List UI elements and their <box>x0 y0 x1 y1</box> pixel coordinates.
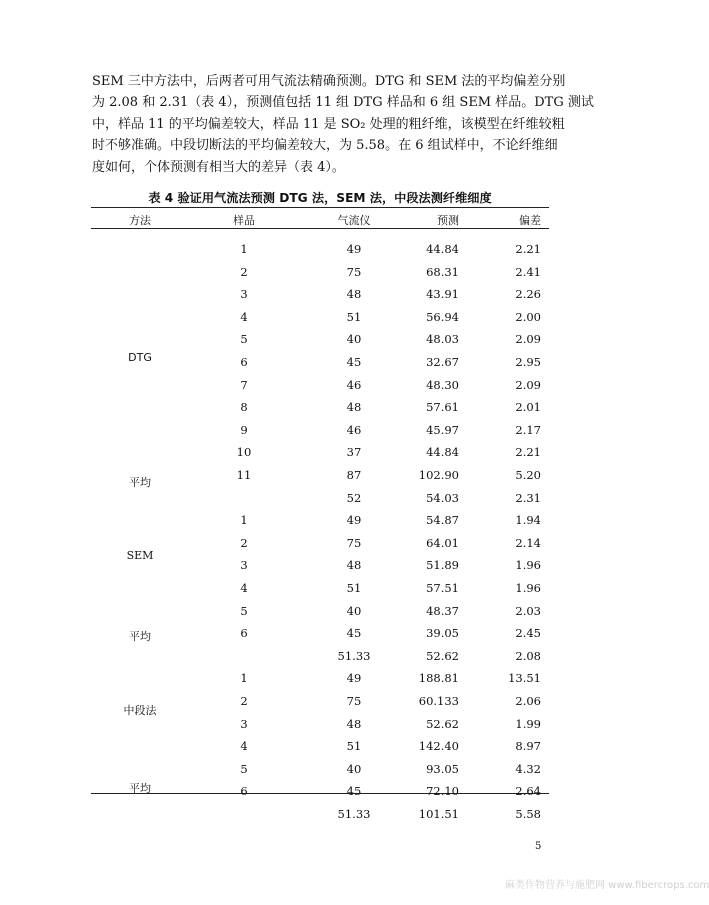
prediction-cell: 52.62 <box>426 716 459 731</box>
prediction-cell: 188.81 <box>418 671 459 686</box>
airflow-cell: 51 <box>346 309 362 324</box>
prediction-cell: 60.133 <box>418 694 459 708</box>
table-row <box>91 423 549 439</box>
table-header-rule <box>91 228 549 229</box>
prediction-cell: 56.94 <box>426 309 459 324</box>
table-row <box>91 491 549 507</box>
prediction-cell: 44.84 <box>426 445 459 460</box>
deviation-cell: 5.58 <box>515 807 541 821</box>
deviation-cell: 2.45 <box>515 626 541 641</box>
sample-cell: 7 <box>240 377 248 392</box>
table-row <box>91 626 549 642</box>
airflow-cell: 45 <box>346 626 362 641</box>
page-number: 5 <box>535 841 542 852</box>
prediction-cell: 45.97 <box>426 422 459 437</box>
table-row <box>91 468 549 484</box>
sample-cell: 8 <box>240 400 248 415</box>
prediction-cell: 32.67 <box>426 355 459 369</box>
deviation-cell: 2.17 <box>515 422 541 437</box>
table-row <box>91 242 549 258</box>
sample-cell: 4 <box>240 309 248 324</box>
header-method: 方法 <box>129 214 151 227</box>
table-row <box>91 400 549 416</box>
sample-cell: 2 <box>240 535 248 550</box>
table-row <box>91 265 549 281</box>
table-row <box>91 513 549 529</box>
prediction-cell: 72.10 <box>426 784 459 799</box>
sample-cell: 9 <box>240 422 248 437</box>
deviation-cell: 2.26 <box>515 287 541 302</box>
prediction-cell: 48.37 <box>426 603 459 618</box>
table-row <box>91 694 549 710</box>
table-row <box>91 445 549 461</box>
sample-cell: 2 <box>240 694 248 708</box>
paragraph-line: 为 2.08 和 2.31（表 4），预测值包括 11 组 DTG 样品和 6 组 SEM 样品。DTG 测试 <box>92 95 594 111</box>
deviation-cell: 2.08 <box>515 648 541 663</box>
site-watermark: 麻类作物营养与施肥网 www.fibercrops.com <box>505 880 709 891</box>
deviation-cell: 2.64 <box>515 784 541 799</box>
airflow-cell: 51 <box>346 739 362 754</box>
prediction-cell: 44.84 <box>426 242 459 256</box>
table-row <box>91 378 549 394</box>
airflow-cell: 48 <box>346 716 362 731</box>
prediction-cell: 39.05 <box>426 626 459 641</box>
table-caption: 表 4 验证用气流法预测 DTG 法，SEM 法，中段法测纤维细度 <box>148 191 492 205</box>
prediction-cell: 102.90 <box>418 468 459 482</box>
prediction-cell: 54.87 <box>426 513 459 528</box>
airflow-cell: 75 <box>346 694 362 708</box>
sample-cell: 10 <box>236 445 252 460</box>
airflow-cell: 48 <box>346 287 362 302</box>
sample-cell: 4 <box>240 581 248 595</box>
deviation-cell: 2.21 <box>515 242 541 256</box>
prediction-cell: 101.51 <box>418 807 459 821</box>
table-row <box>91 310 549 326</box>
group-label-sem: SEM <box>126 549 154 562</box>
airflow-cell: 49 <box>346 671 362 686</box>
paragraph-line: SEM 三中方法中，后两者可用气流法精确预测。DTG 和 SEM 法的平均偏差分别 <box>92 74 566 89</box>
deviation-cell: 2.00 <box>515 309 541 324</box>
sample-cell: 3 <box>240 558 248 573</box>
prediction-cell: 48.30 <box>426 377 459 392</box>
airflow-cell: 40 <box>346 761 362 776</box>
deviation-cell: 1.94 <box>515 513 541 528</box>
deviation-cell: 1.96 <box>515 581 541 595</box>
sample-cell: 6 <box>240 355 248 369</box>
header-prediction: 预测 <box>437 214 459 227</box>
airflow-cell: 49 <box>346 242 362 256</box>
sample-cell: 5 <box>240 332 248 347</box>
table-row <box>91 762 549 778</box>
prediction-cell: 43.91 <box>426 287 459 302</box>
table-row <box>91 558 549 574</box>
airflow-cell: 40 <box>346 603 362 618</box>
deviation-cell: 8.97 <box>515 739 541 754</box>
sample-cell: 1 <box>240 242 248 256</box>
sample-cell: 5 <box>240 761 248 776</box>
deviation-cell: 4.32 <box>515 761 541 776</box>
table-row <box>91 739 549 755</box>
table-row <box>91 287 549 303</box>
deviation-cell: 13.51 <box>508 671 541 686</box>
deviation-cell: 2.03 <box>515 603 541 618</box>
airflow-cell: 45 <box>346 784 362 799</box>
airflow-cell: 52 <box>346 490 362 505</box>
table-row <box>91 332 549 348</box>
sample-cell: 4 <box>240 739 248 754</box>
sample-cell: 6 <box>240 784 248 799</box>
sample-cell: 1 <box>240 513 248 528</box>
airflow-cell: 37 <box>346 445 362 460</box>
table-row <box>91 581 549 597</box>
prediction-cell: 57.51 <box>426 581 459 595</box>
airflow-cell: 75 <box>346 264 362 279</box>
group-label-middle-section: 中段法 <box>123 704 157 717</box>
header-airflow: 气流仪 <box>337 214 371 227</box>
prediction-cell: 48.03 <box>426 332 459 347</box>
sample-cell: 11 <box>236 468 252 482</box>
sample-cell: 3 <box>240 287 248 302</box>
airflow-cell: 46 <box>346 422 362 437</box>
prediction-cell: 93.05 <box>426 761 459 776</box>
table-row <box>91 807 549 823</box>
airflow-cell: 51.33 <box>337 807 371 821</box>
sample-cell: 2 <box>240 264 248 279</box>
sample-cell: 5 <box>240 603 248 618</box>
deviation-cell: 2.09 <box>515 332 541 347</box>
deviation-cell: 2.41 <box>515 264 541 279</box>
deviation-cell: 2.21 <box>515 445 541 460</box>
table-row <box>91 355 549 371</box>
deviation-cell: 2.95 <box>515 355 541 369</box>
deviation-cell: 1.96 <box>515 558 541 573</box>
prediction-cell: 142.40 <box>418 739 459 754</box>
airflow-cell: 75 <box>346 535 362 550</box>
deviation-cell: 5.20 <box>515 468 541 482</box>
deviation-cell: 2.31 <box>515 490 541 505</box>
table-row <box>91 717 549 733</box>
sample-cell: 3 <box>240 716 248 731</box>
paragraph-line: 度如何，个体预测有相当大的差异（表 4）。 <box>92 159 345 175</box>
group-average-label: 平均 <box>129 476 151 489</box>
deviation-cell: 2.14 <box>515 535 541 550</box>
prediction-cell: 51.89 <box>426 558 459 573</box>
sample-cell: 1 <box>240 671 248 686</box>
sample-cell: 6 <box>240 626 248 641</box>
prediction-cell: 52.62 <box>426 648 459 663</box>
prediction-cell: 57.61 <box>426 400 459 415</box>
group-average-label: 平均 <box>129 630 151 643</box>
prediction-cell: 54.03 <box>426 490 459 505</box>
airflow-cell: 51.33 <box>337 648 371 663</box>
table-top-rule <box>91 207 549 208</box>
body-paragraph <box>92 71 594 178</box>
group-label-dtg: DTG <box>128 351 152 364</box>
group-average-label: 平均 <box>129 782 151 795</box>
table-row <box>91 604 549 620</box>
airflow-cell: 45 <box>346 355 362 369</box>
paragraph-line: 时不够准确。中段切断法的平均偏差较大，为 5.58。在 6 组试样中，不论纤维细 <box>92 138 558 154</box>
airflow-cell: 51 <box>346 581 362 595</box>
prediction-cell: 68.31 <box>426 264 459 279</box>
prediction-cell: 64.01 <box>426 535 459 550</box>
table-row <box>91 649 549 665</box>
airflow-cell: 48 <box>346 400 362 415</box>
deviation-cell: 2.09 <box>515 377 541 392</box>
table-row <box>91 536 549 552</box>
paragraph-line: 中，样品 11 的平均偏差较大，样品 11 是 SO₂ 处理的粗纤维，该模型在纤维较粗 <box>92 116 565 132</box>
header-deviation: 偏差 <box>519 214 541 227</box>
airflow-cell: 49 <box>346 513 362 528</box>
table-row <box>91 671 549 687</box>
deviation-cell: 2.01 <box>515 400 541 415</box>
deviation-cell: 1.99 <box>515 716 541 731</box>
airflow-cell: 40 <box>346 332 362 347</box>
airflow-cell: 48 <box>346 558 362 573</box>
airflow-cell: 87 <box>346 468 362 482</box>
table-row <box>91 784 549 800</box>
header-sample: 样品 <box>233 214 255 227</box>
airflow-cell: 46 <box>346 377 362 392</box>
deviation-cell: 2.06 <box>515 694 541 708</box>
